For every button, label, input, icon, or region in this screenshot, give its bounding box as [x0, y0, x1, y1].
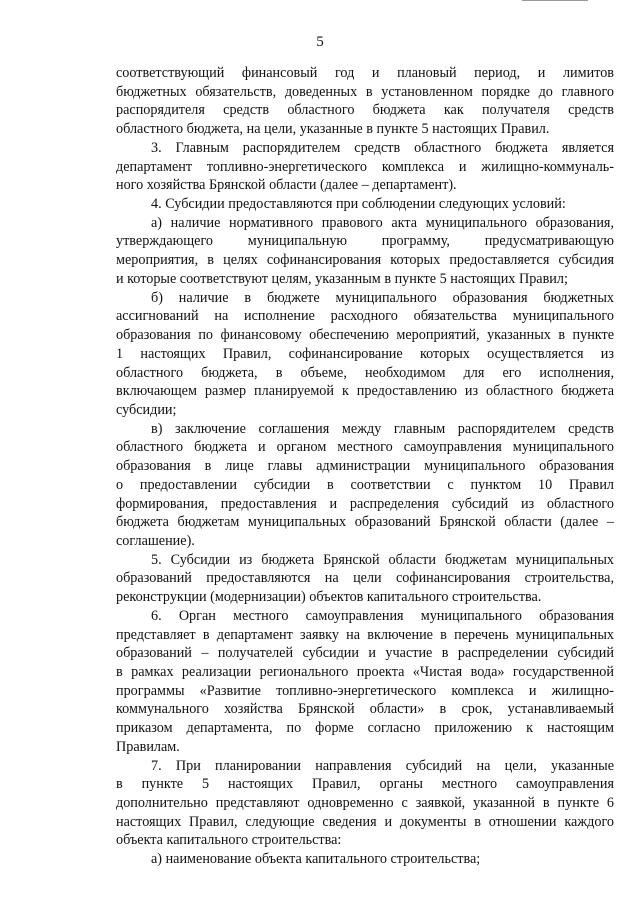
- text-line: соглашение).: [116, 532, 195, 549]
- text-line: 7. При планировании направления субсидий на цели, указанные: [151, 757, 614, 774]
- text-line: образования по финансовому обеспечению мероприятий, указанных в пункте: [116, 327, 614, 344]
- text-line: распорядителя средств областного бюджета как получателя средств: [116, 102, 614, 119]
- page-number: 5: [316, 34, 324, 50]
- text-line: ного хозяйства Брянской области (далее – департамент).: [116, 177, 457, 194]
- text-line: в пункте 5 настоящих Правил, органы местного самоуправления: [116, 776, 614, 793]
- text-line: представляет в департамент заявку на включение в перечень муниципальных: [116, 626, 614, 643]
- text-line: ассигнований на исполнение расходного обязательства муниципального: [116, 308, 614, 325]
- text-line: утверждающего муниципальную программу, предусматривающую: [116, 233, 614, 250]
- text-line: реконструкции (модернизации) объектов капитального строительства.: [116, 589, 542, 606]
- text-line: субсидии;: [116, 401, 177, 418]
- text-line: включающем размер планируемой к предоставлению из областного бюджета: [116, 383, 614, 400]
- text-line: мероприятия, в целях софинансирования которых предоставляется субсидия: [116, 252, 614, 269]
- text-line: и которые соответствуют целям, указанным в пункте 5 настоящих Правил;: [116, 270, 568, 287]
- top-edge-rule: [522, 0, 588, 1]
- paragraph: [116, 64, 614, 139]
- text-line: бюджета бюджетам муниципальных образований Брянской области (далее –: [116, 514, 614, 531]
- text-line: в рамках реализации регионального проекта «Чистая вода» государственной: [116, 664, 614, 680]
- paragraph: [116, 195, 614, 214]
- text-line: областного бюджета, на цели, указанные в пункте 5 настоящих Правил.: [116, 121, 550, 138]
- text-line: а) наличие нормативного правового акта муниципального образования,: [151, 214, 614, 231]
- text-line: о предоставлении субсидии в соответствии с пунктом 10 Правил: [116, 476, 614, 493]
- document-body: [116, 64, 614, 869]
- text-line: образований предоставляются на цели софинансирования строительства,: [116, 570, 614, 587]
- paragraph: [116, 850, 614, 869]
- text-line: областного бюджета, в объеме, необходимом для его исполнения,: [116, 364, 614, 381]
- paragraph: [116, 757, 614, 851]
- text-line: бюджетных обязательств, доведенных в установленном порядке до главного: [116, 83, 614, 100]
- paragraph: [116, 214, 614, 289]
- text-line: 1 настоящих Правил, софинансирование которых осуществляется из: [116, 345, 614, 362]
- text-line: настоящих Правил, следующие сведения и документы в отношении каждого: [116, 813, 614, 830]
- text-line: образований – получателей субсидии и участие в распределении субсидий: [116, 645, 614, 662]
- text-line: объекта капитального строительства:: [116, 832, 342, 849]
- paragraph: [116, 420, 614, 551]
- text-line: программы «Развитие топливно-энергетического комплекса и жилищно-: [116, 682, 614, 699]
- text-line: в) заключение соглашения между главным распорядителем средств: [151, 420, 614, 437]
- paragraph: [116, 551, 614, 607]
- text-line: коммунального хозяйства Брянской области» в срок, устанавливаемый: [116, 701, 614, 718]
- paragraph: [116, 607, 614, 757]
- paragraph: [116, 139, 614, 195]
- text-line: департамент топливно-энергетического комплекса и жилищно-коммуналь-: [116, 158, 614, 175]
- text-line: 6. Орган местного самоуправления муниципального образования: [151, 607, 614, 624]
- text-line: дополнительно представляют одновременно с заявкой, указанной в пункте 6: [116, 795, 614, 812]
- text-line: соответствующий финансовый год и плановый период, и лимитов: [116, 65, 614, 81]
- text-line: а) наименование объекта капитального строительства;: [151, 851, 481, 868]
- paragraph: [116, 289, 614, 420]
- text-line: 5. Субсидии из бюджета Брянской области бюджетам муниципальных: [151, 551, 614, 568]
- text-line: областного бюджета и органом местного самоуправления муниципального: [116, 439, 614, 456]
- text-line: формирования, предоставления и распределения субсидий из областного: [116, 495, 614, 512]
- text-line: б) наличие в бюджете муниципального образования бюджетных: [151, 289, 614, 306]
- text-line: приказом департамента, по форме согласно приложению к настоящим: [116, 720, 614, 737]
- text-line: 4. Субсидии предоставляются при соблюдении следующих условий:: [151, 196, 566, 213]
- text-line: 3. Главным распорядителем средств областного бюджета является: [151, 139, 614, 156]
- text-line: Правилам.: [116, 738, 180, 755]
- text-line: образования в лице главы администрации муниципального образования: [116, 458, 614, 475]
